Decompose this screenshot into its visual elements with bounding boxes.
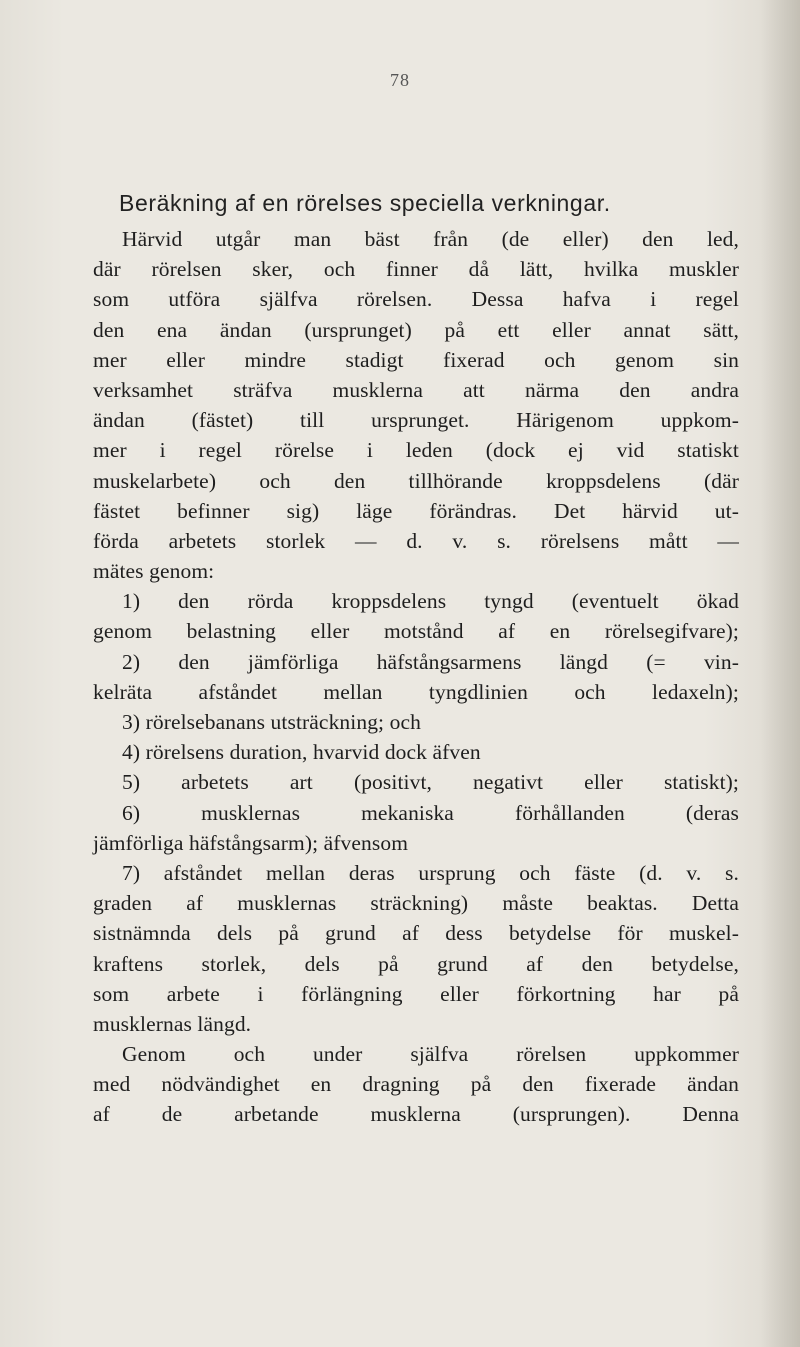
- text-line: som utföra själfva rörelsen. Dessa hafva i regel: [93, 287, 739, 312]
- text-line: ändan (fästet) till ursprunget. Härigenom uppkom-: [93, 408, 739, 433]
- text-line: förda arbetets storlek — d. v. s. rörelsens mått —: [93, 528, 739, 553]
- text-line: 2) den jämförliga häfstångsarmens längd (= vin-: [122, 649, 739, 674]
- text-line: jämförliga häfstångsarm); äfvensom: [93, 830, 409, 855]
- text-line: mer eller mindre stadigt fixerad och genom sin: [93, 347, 739, 372]
- text-line: kraftens storlek, dels på grund af den betydelse,: [93, 951, 739, 976]
- text-line: den ena ändan (ursprunget) på ett eller annat sätt,: [93, 317, 739, 342]
- text-line: verksamhet sträfva musklerna att närma den andra: [93, 377, 739, 402]
- text-line: musklernas längd.: [93, 1011, 252, 1036]
- text-line: 3) rörelsebanans utsträckning; och: [122, 710, 421, 734]
- text-line: fästet befinner sig) läge förändras. Det härvid ut-: [93, 498, 739, 523]
- text-line: kelräta afståndet mellan tyngdlinien och ledaxeln);: [93, 679, 739, 704]
- text-line: af de arbetande musklerna (ursprungen). Denna: [93, 1102, 739, 1127]
- text-line: 7) afståndet mellan deras ursprung och fäste (d. v. s.: [122, 860, 739, 885]
- page-edge-shadow: [760, 0, 800, 1347]
- page-number: 78: [390, 70, 410, 90]
- text-line: 6) musklernas mekaniska förhållanden (deras: [122, 800, 739, 825]
- text-line: 5) arbetets art (positivt, negativt eller statiskt);: [122, 770, 739, 795]
- text-line: mer i regel rörelse i leden (dock ej vid statiskt: [93, 438, 739, 463]
- text-line: där rörelsen sker, och finner då lätt, hvilka muskler: [93, 257, 739, 282]
- text-line: 4) rörelsens duration, hvarvid dock äfven: [122, 740, 481, 765]
- text-line: sistnämnda dels på grund af dess betydelse för muskel-: [93, 921, 739, 946]
- text-line: muskelarbete) och den tillhörande kroppsdelens (där: [93, 468, 739, 493]
- text-line: med nödvändighet en dragning på den fixerade ändan: [93, 1072, 739, 1097]
- text-line: 1) den rörda kroppsdelens tyngd (eventuelt ökad: [122, 589, 739, 614]
- text-line: som arbete i förlängning eller förkortning har på: [93, 981, 739, 1006]
- text-line: mätes genom:: [93, 559, 215, 584]
- body-text: [93, 224, 739, 1130]
- section-heading: Beräkning af en rörelses speciella verkningar.: [119, 190, 611, 216]
- text-line: genom belastning eller motstånd af en rörelsegifvare);: [93, 619, 739, 644]
- text-line: graden af musklernas sträckning) måste beaktas. Detta: [93, 891, 739, 916]
- text-line: Genom och under själfva rörelsen uppkommer: [122, 1042, 739, 1067]
- text-line: Härvid utgår man bäst från (de eller) den led,: [122, 227, 739, 251]
